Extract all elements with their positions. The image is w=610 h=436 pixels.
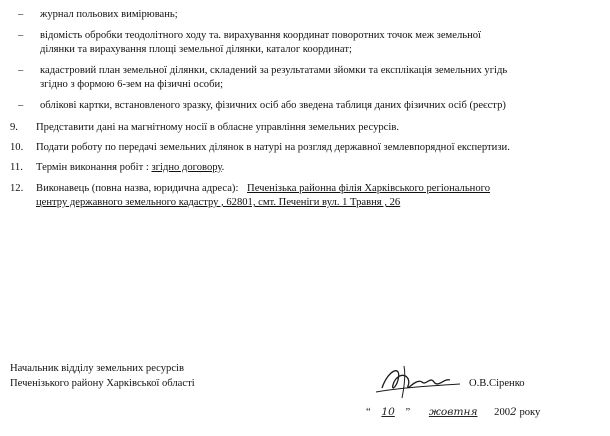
bullet-cadastral-line2: згідно з формою 6-зем на фізичні особи; — [40, 79, 224, 90]
bullet-journal: журнал польових вимірювань; — [40, 9, 178, 20]
item-number-10: 10. — [10, 142, 24, 153]
bullet-theodolite-line1: відомість обробки теодолітного ходу та. вирахування координат поворотних точок меж земельної — [40, 30, 481, 41]
item-9-text: Представити дані на магнітному носії в обласне управління земельних ресурсів. — [36, 122, 399, 133]
item-12-label: Виконавець (повна назва, юридична адреса): — [36, 183, 239, 194]
handwritten-signature — [368, 358, 464, 402]
bullet-marker: – — [18, 9, 24, 20]
item-number-9: 9. — [10, 122, 18, 133]
bullet-theodolite-line2: ділянки та вирахування площі земельної ділянки, каталог координат; — [40, 44, 352, 55]
date-open-quote: “ — [366, 407, 371, 418]
item-12-line1 — [36, 182, 490, 196]
bullet-registry: облікові картки, встановленого зразку, фізичних осіб або зведена таблиця даних фізичних осіб (реєстр) — [40, 100, 506, 111]
item-11-label: Термін виконання робіт : — [36, 162, 149, 173]
date-year-digit: 2 — [510, 406, 517, 418]
item-number-11: 11. — [10, 162, 23, 173]
item-12-value-line2: центру державного земельного кадастру , 62801, смт. Печеніги вул. 1 Травня , 26 — [36, 197, 401, 208]
position-title-line1: Начальник відділу земельних ресурсів — [10, 363, 184, 374]
date-suffix: року — [519, 407, 541, 418]
bullet-marker: – — [18, 65, 24, 76]
bullet-cadastral-line1: кадастровий план земельної ділянки, складений за результатами зйомки та експлікація земельних угідь — [40, 65, 508, 76]
position-title-line2: Печенізького району Харківської області — [10, 378, 195, 389]
bullet-marker: – — [18, 100, 24, 111]
date-month: жовтня — [428, 406, 478, 418]
date-year-prefix: 200 — [494, 407, 511, 418]
date-close-quote: ” — [405, 407, 411, 418]
signer-name: О.В.Сіренко — [469, 378, 525, 389]
item-11-tail: . — [221, 162, 225, 173]
item-11-value: згідно договору — [151, 162, 222, 173]
bullet-marker: – — [18, 30, 24, 41]
item-10-text: Подати роботу по передачі земельних ділянок в натурі на розгляд державної землевпорядної експертизи. — [36, 142, 510, 153]
item-11-line — [36, 161, 224, 175]
item-number-12: 12. — [10, 183, 24, 194]
date-day: 10 — [381, 406, 395, 418]
date-line — [366, 405, 540, 420]
item-12-value-line1: Печенізька районна філія Харківського регіонального — [247, 183, 490, 194]
